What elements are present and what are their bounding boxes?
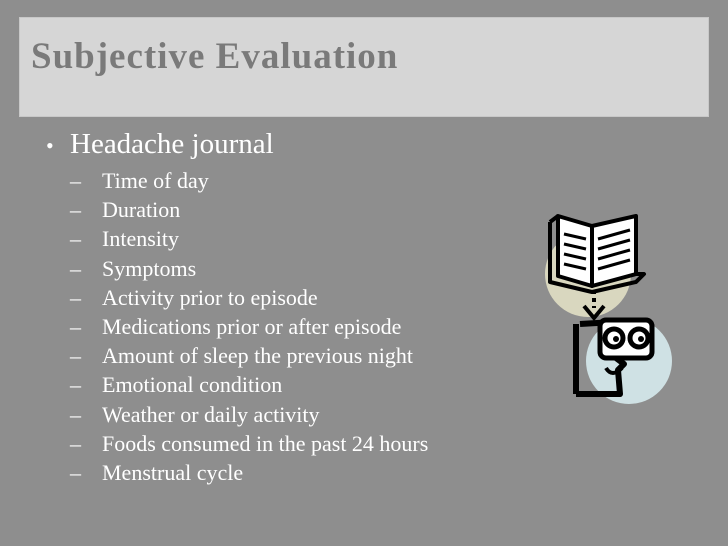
dash-marker: – [70, 343, 81, 369]
dash-marker: – [70, 226, 81, 252]
list-item [46, 312, 546, 341]
list-item-text: Medications prior or after episode [102, 314, 402, 340]
journal-illustration [540, 208, 680, 408]
list-item-text: Weather or daily activity [102, 401, 320, 427]
list-item [46, 166, 546, 195]
dash-marker: – [70, 401, 81, 427]
list-item [46, 283, 546, 312]
dash-marker: – [70, 460, 81, 486]
dash-marker: – [70, 168, 81, 193]
list-item [46, 458, 546, 487]
dash-marker: – [70, 197, 81, 223]
face-icon [576, 318, 672, 404]
list-item-text: Duration [102, 197, 181, 223]
sub-list [46, 166, 546, 487]
bullet-label: Headache journal [70, 128, 274, 160]
list-item [46, 195, 546, 224]
list-item-text: Activity prior to episode [102, 284, 318, 310]
bullet-headache-journal [46, 124, 546, 166]
list-item-text: Foods consumed in the past 24 hours [102, 430, 429, 456]
list-item [46, 429, 546, 458]
list-item-text: Symptoms [102, 255, 197, 281]
list-item [46, 224, 546, 253]
dash-marker: – [70, 372, 81, 398]
list-item [46, 400, 546, 429]
list-item-text: Time of day [102, 168, 209, 193]
list-item-text: Intensity [102, 226, 179, 252]
list-item [46, 341, 546, 370]
bullet-marker: • [46, 133, 54, 158]
slide-title: Subjective Evaluation [31, 36, 399, 77]
dash-marker: – [70, 314, 81, 340]
dash-marker: – [70, 284, 81, 310]
list-item-text: Amount of sleep the previous night [102, 343, 414, 369]
dash-marker: – [70, 255, 81, 281]
list-item-text: Menstrual cycle [102, 460, 244, 486]
dash-marker: – [70, 430, 81, 456]
slide-content [46, 124, 546, 487]
list-item [46, 254, 546, 283]
list-item [46, 370, 546, 399]
list-item-text: Emotional condition [102, 372, 283, 398]
